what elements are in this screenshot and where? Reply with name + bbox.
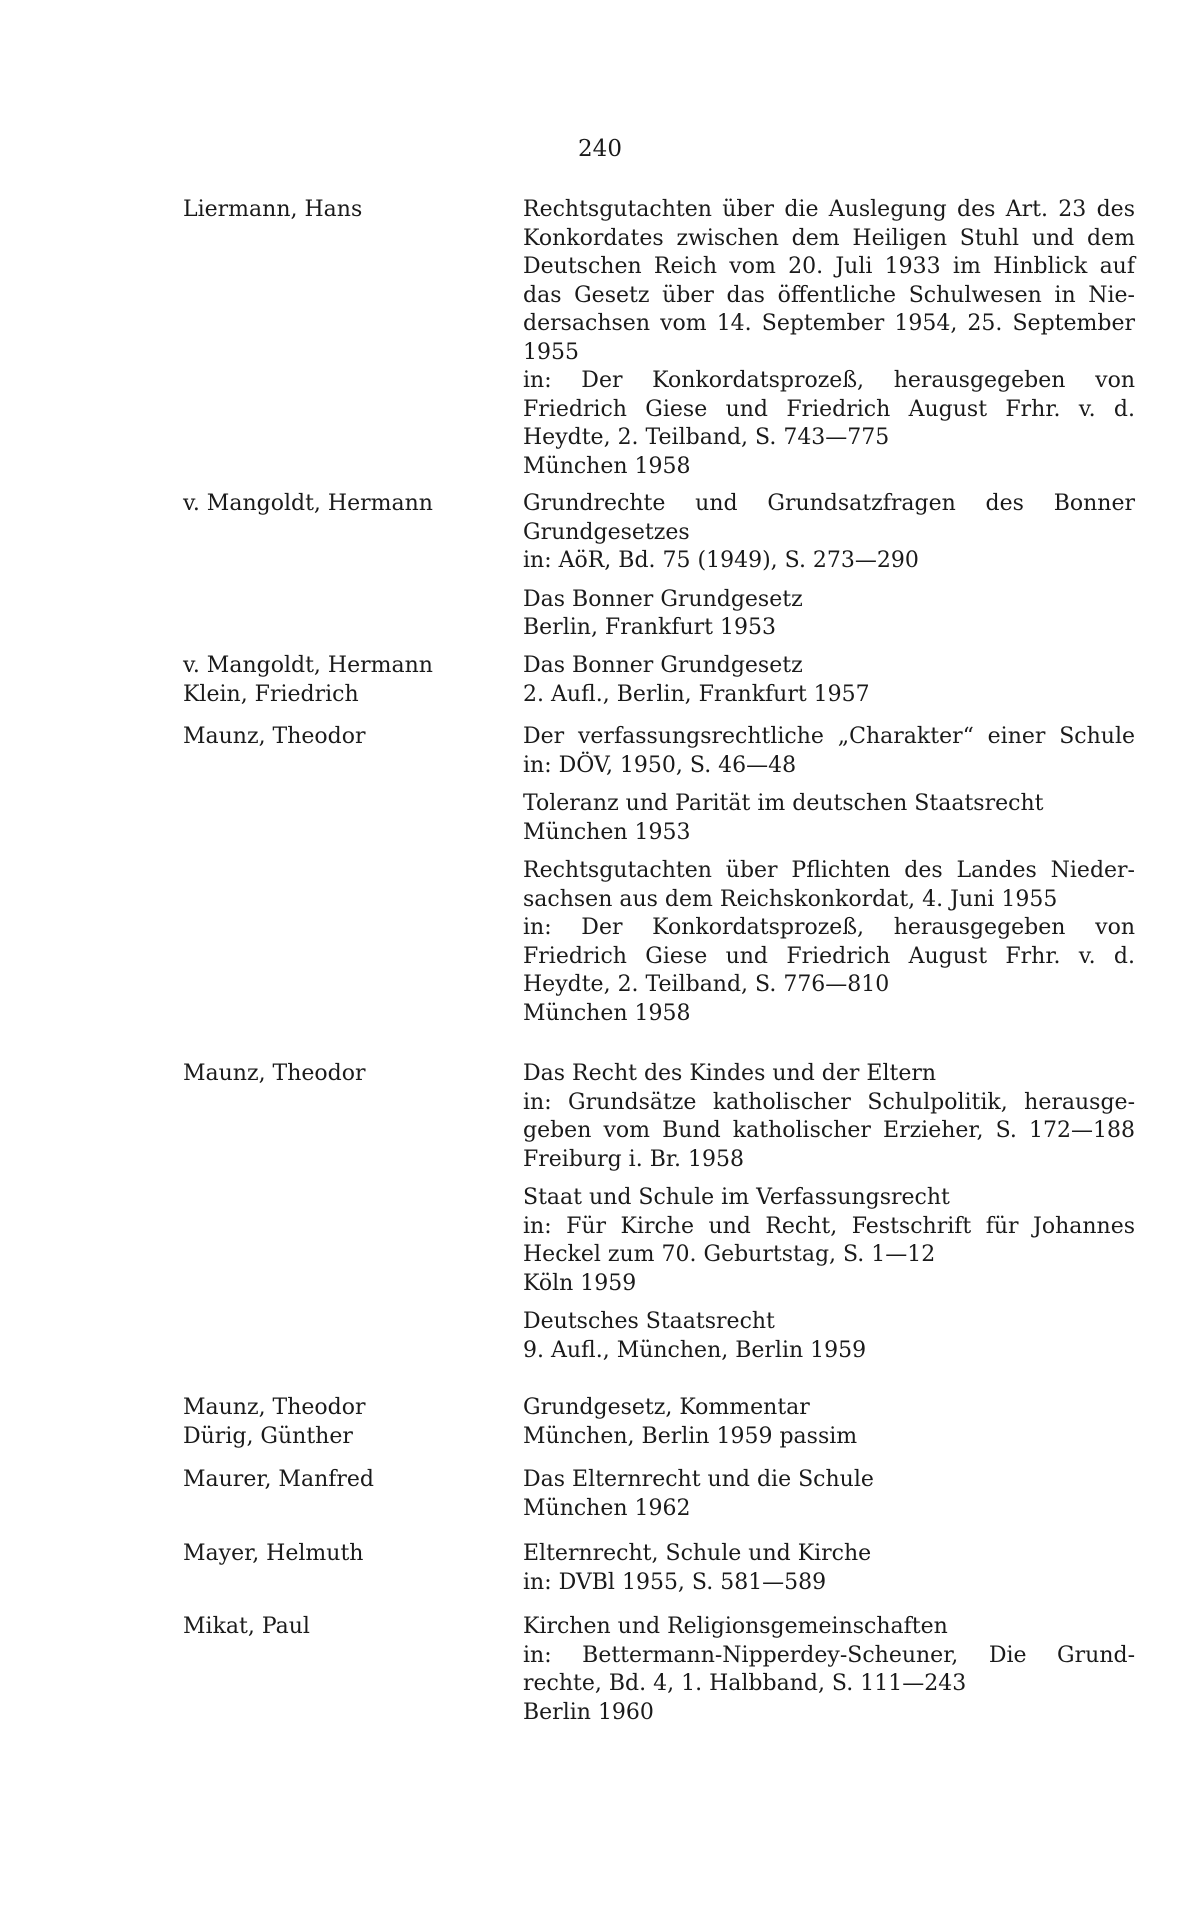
citation-line: das Gesetz über das öffentliche Schulwesen in Nie-: [523, 282, 1135, 308]
citation-line: München 1953: [523, 819, 691, 845]
citation-line: Das Elternrecht und die Schule: [523, 1467, 874, 1492]
citation-line: München 1962: [523, 1495, 691, 1521]
citation-line: Toleranz und Parität im deutschen Staatsrecht: [523, 791, 1044, 816]
page-number: 240: [578, 136, 622, 162]
work-citation: [523, 1394, 1135, 1451]
work-citation: [523, 1308, 1135, 1365]
citation-line: Rechtsgutachten über Pflichten des Landes Nieder-: [523, 858, 1135, 883]
citation-line: Heydte, 2. Teilband, S. 743—775: [523, 425, 890, 450]
citation-line: Deutsches Staatsrecht: [523, 1309, 775, 1334]
work-citation: [523, 1060, 1135, 1174]
work-citation: [523, 490, 1135, 576]
citation-line: in: DVBl 1955, S. 581—589: [523, 1569, 827, 1595]
citation-line: Der verfassungsrechtliche „Charakter“ einer Schule: [523, 724, 1135, 749]
entry-works: [523, 1394, 1135, 1461]
work-citation: [523, 857, 1135, 1028]
work-citation: [523, 1466, 1135, 1523]
citation-line: dersachsen vom 14. September 1954, 25. September: [523, 311, 1135, 336]
citation-line: München 1958: [523, 1000, 691, 1026]
work-citation: [523, 586, 1135, 643]
citation-line: in: Grundsätze katholischer Schulpolitik, herausge-: [523, 1089, 1135, 1115]
work-citation: [523, 1540, 1135, 1597]
citation-line: Freiburg i. Br. 1958: [523, 1146, 744, 1172]
citation-line: Konkordates zwischen dem Heiligen Stuhl und dem: [523, 225, 1135, 251]
author-name: v. Mangoldt, Hermann: [183, 491, 433, 516]
entry-works: [523, 1060, 1135, 1375]
work-citation: [523, 196, 1135, 481]
entry-author: [183, 1394, 483, 1451]
entry-author: [183, 1540, 483, 1569]
entry-author: [183, 652, 483, 709]
work-citation: [523, 1184, 1135, 1298]
entry-author: [183, 1613, 483, 1642]
citation-line: 1955: [523, 339, 579, 365]
citation-line: geben vom Bund katholischer Erzieher, S. 172—188: [523, 1118, 1135, 1143]
work-citation: [523, 723, 1135, 780]
entry-works: [523, 1466, 1135, 1533]
entry-works: [523, 723, 1135, 1038]
citation-line: München, Berlin 1959 passim: [523, 1423, 858, 1449]
citation-line: Grundgesetz, Kommentar: [523, 1395, 810, 1420]
citation-line: 9. Aufl., München, Berlin 1959: [523, 1337, 867, 1363]
author-name: Mikat, Paul: [183, 1614, 310, 1639]
work-citation: [523, 790, 1135, 847]
author-name: Maunz, Theodor: [183, 724, 366, 749]
citation-line: in: Der Konkordatsprozeß, herausgegeben von: [523, 368, 1135, 393]
citation-line: Das Bonner Grundgesetz: [523, 653, 803, 678]
work-citation: [523, 652, 1135, 709]
citation-line: Staat und Schule im Verfassungsrecht: [523, 1185, 950, 1210]
citation-line: in: DÖV, 1950, S. 46—48: [523, 752, 797, 778]
author-name: Klein, Friedrich: [183, 681, 359, 707]
citation-line: sachsen aus dem Reichskonkordat, 4. Juni 1955: [523, 886, 1058, 912]
author-name: Maunz, Theodor: [183, 1395, 366, 1420]
citation-line: Grundgesetzes: [523, 519, 690, 545]
citation-line: Kirchen und Religionsgemeinschaften: [523, 1614, 948, 1639]
work-citation: [523, 1613, 1135, 1727]
citation-line: Heydte, 2. Teilband, S. 776—810: [523, 972, 890, 997]
citation-line: Das Bonner Grundgesetz: [523, 586, 803, 612]
citation-line: in: Für Kirche und Recht, Festschrift für Johannes: [523, 1213, 1135, 1239]
entry-author: [183, 1466, 483, 1495]
author-name: Liermann, Hans: [183, 197, 363, 222]
entry-works: [523, 490, 1135, 653]
author-name: Maunz, Theodor: [183, 1061, 366, 1086]
citation-line: Grundrechte und Grundsatzfragen des Bonner: [523, 491, 1135, 516]
citation-line: in: AöR, Bd. 75 (1949), S. 273—290: [523, 548, 919, 573]
citation-line: Deutschen Reich vom 20. Juli 1933 im Hinblick auf: [523, 254, 1135, 279]
citation-line: Berlin, Frankfurt 1953: [523, 615, 776, 640]
citation-line: Elternrecht, Schule und Kirche: [523, 1541, 872, 1566]
citation-line: in: Der Konkordatsprozeß, herausgegeben von: [523, 915, 1135, 940]
author-name: Dürig, Günther: [183, 1423, 353, 1449]
author-name: Mayer, Helmuth: [183, 1541, 364, 1566]
citation-line: 2. Aufl., Berlin, Frankfurt 1957: [523, 681, 870, 707]
entry-author: [183, 196, 483, 225]
citation-line: Rechtsgutachten über die Auslegung des Art. 23 des: [523, 197, 1135, 222]
entry-author: [183, 1060, 483, 1089]
author-name: Maurer, Manfred: [183, 1467, 375, 1492]
entry-works: [523, 1613, 1135, 1737]
entry-works: [523, 196, 1135, 491]
citation-line: Heckel zum 70. Geburtstag, S. 1—12: [523, 1242, 936, 1267]
entry-author: [183, 490, 483, 519]
citation-line: rechte, Bd. 4, 1. Halbband, S. 111—243: [523, 1671, 967, 1696]
citation-line: Köln 1959: [523, 1270, 637, 1296]
citation-line: Das Recht des Kindes und der Eltern: [523, 1061, 937, 1086]
citation-line: Friedrich Giese und Friedrich August Frhr. v. d.: [523, 396, 1135, 422]
author-name: v. Mangoldt, Hermann: [183, 653, 433, 678]
citation-line: in: Bettermann-Nipperdey-Scheuner, Die Grund-: [523, 1642, 1135, 1668]
entry-works: [523, 1540, 1135, 1607]
citation-line: Berlin 1960: [523, 1699, 654, 1725]
entry-author: [183, 723, 483, 752]
citation-line: Friedrich Giese und Friedrich August Frhr. v. d.: [523, 943, 1135, 969]
entry-works: [523, 652, 1135, 719]
citation-line: München 1958: [523, 453, 691, 479]
